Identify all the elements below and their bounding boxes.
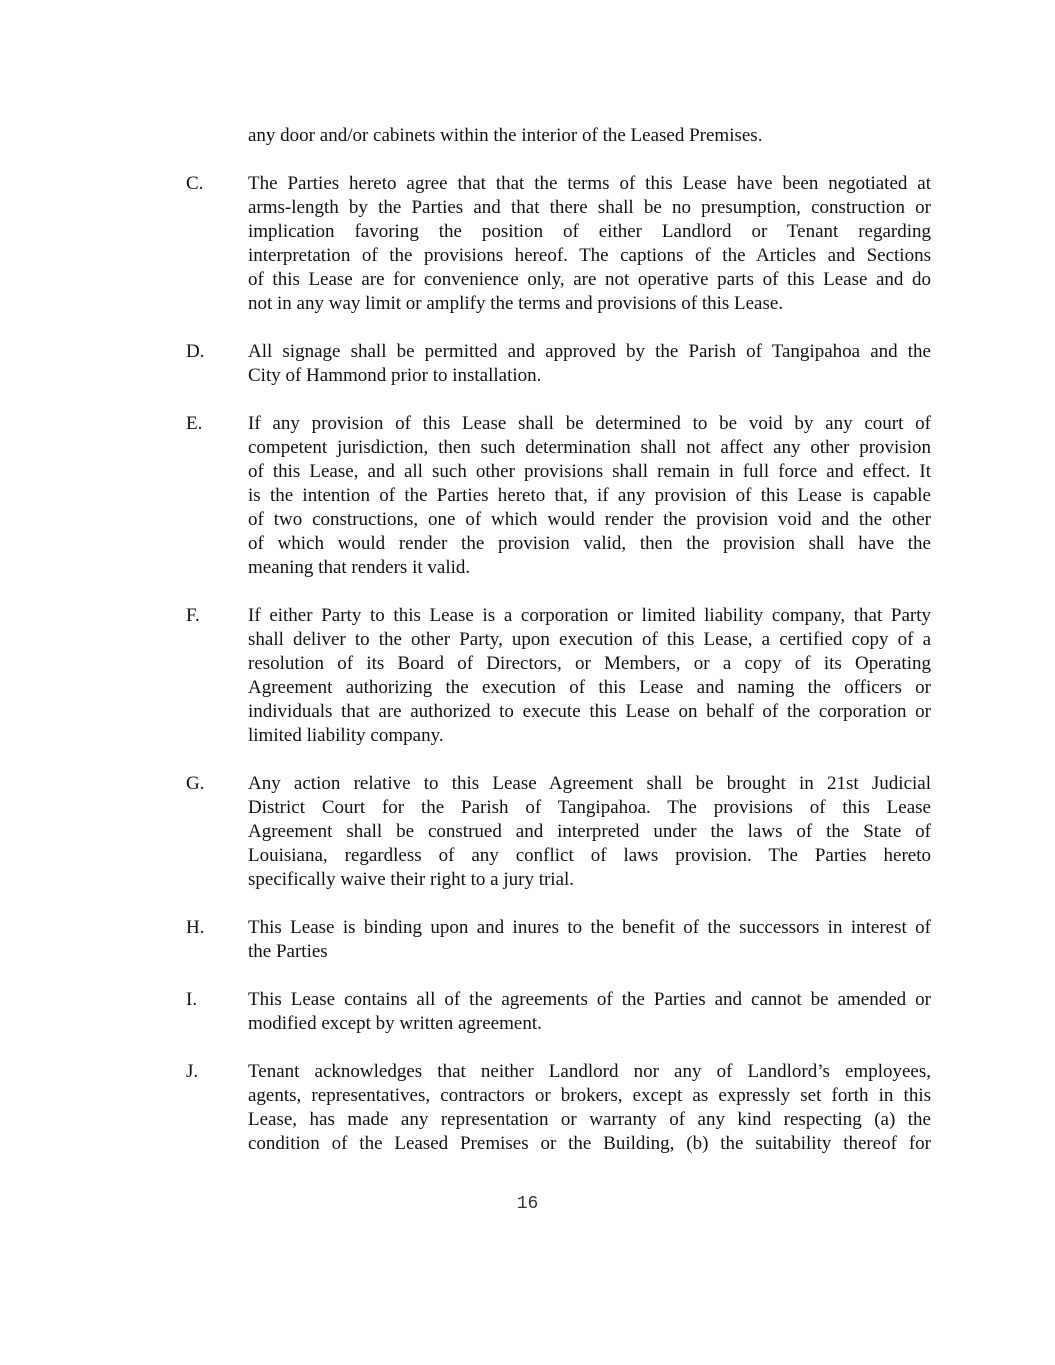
text-line: of which would render the provision valid, then the provision shall have the: [248, 533, 931, 554]
paragraph-label: E.: [186, 413, 203, 434]
text-line: Agreement authorizing the execution of this Lease and naming the officers or: [248, 677, 931, 698]
text-line: Agreement shall be construed and interpreted under the laws of the State of: [248, 821, 931, 842]
text-line: competent jurisdiction, then such determination shall not affect any other provision: [248, 437, 931, 458]
text-line: limited liability company.: [248, 725, 444, 746]
text-line: All signage shall be permitted and approved by the Parish of Tangipahoa and the: [248, 341, 931, 362]
paragraph-f: [0, 604, 1055, 748]
text-line: This Lease is binding upon and inures to the benefit of the successors in interest of: [248, 917, 931, 938]
text-line: agents, representatives, contractors or brokers, except as expressly set forth in this: [248, 1085, 931, 1106]
text-line: individuals that are authorized to execute this Lease on behalf of the corporation or: [248, 701, 931, 722]
text-line: The Parties hereto agree that that the terms of this Lease have been negotiated at: [248, 173, 931, 194]
text-line: If any provision of this Lease shall be determined to be void by any court of: [248, 413, 931, 434]
text-line: If either Party to this Lease is a corporation or limited liability company, that Party: [248, 605, 931, 626]
document-body: [0, 124, 1055, 1180]
paragraph-label: H.: [186, 917, 205, 938]
text-line: Tenant acknowledges that neither Landlord nor any of Landlord’s employees,: [248, 1061, 931, 1082]
text-line: arms-length by the Parties and that there shall be no presumption, construction or: [248, 197, 931, 218]
text-line: implication favoring the position of either Landlord or Tenant regarding: [248, 221, 931, 242]
text-line: shall deliver to the other Party, upon execution of this Lease, a certified copy of a: [248, 629, 931, 650]
text-line: the Parties: [248, 941, 328, 962]
text-line: not in any way limit or amplify the terms and provisions of this Lease.: [248, 293, 784, 314]
text-line: of this Lease are for convenience only, are not operative parts of this Lease and do: [248, 269, 931, 290]
paragraph-continued: [0, 124, 1055, 148]
paragraph-j: [0, 1060, 1055, 1156]
paragraph-d: [0, 340, 1055, 388]
paragraph-label: I.: [186, 989, 198, 1010]
text-line: specifically waive their right to a jury trial.: [248, 869, 575, 890]
text-line: condition of the Leased Premises or the Building, (b) the suitability thereof for: [248, 1133, 931, 1154]
text-line: Louisiana, regardless of any conflict of laws provision. The Parties hereto: [248, 845, 931, 866]
text-line: Lease, has made any representation or warranty of any kind respecting (a) the: [248, 1109, 931, 1130]
text-line: City of Hammond prior to installation.: [248, 365, 542, 386]
paragraph-h: [0, 916, 1055, 964]
text-line: meaning that renders it valid.: [248, 557, 471, 578]
text-line: is the intention of the Parties hereto that, if any provision of this Lease is capable: [248, 485, 931, 506]
page-number: 16: [516, 1194, 539, 1214]
text-line: any door and/or cabinets within the interior of the Leased Premises.: [248, 125, 763, 146]
paragraph-label: D.: [186, 341, 205, 362]
text-line: of two constructions, one of which would render the provision void and the other: [248, 509, 931, 530]
paragraph-c: [0, 172, 1055, 316]
paragraph-e: [0, 412, 1055, 580]
text-line: modified except by written agreement.: [248, 1013, 542, 1034]
text-line: District Court for the Parish of Tangipahoa. The provisions of this Lease: [248, 797, 931, 818]
paragraph-i: [0, 988, 1055, 1036]
paragraph-label: F.: [186, 605, 200, 626]
text-line: interpretation of the provisions hereof. The captions of the Articles and Sections: [248, 245, 931, 266]
text-line: of this Lease, and all such other provisions shall remain in full force and effect. It: [248, 461, 931, 482]
paragraph-label: G.: [186, 773, 205, 794]
text-line: Any action relative to this Lease Agreement shall be brought in 21st Judicial: [248, 773, 931, 794]
text-line: resolution of its Board of Directors, or Members, or a copy of its Operating: [248, 653, 931, 674]
paragraph-label: J.: [186, 1061, 199, 1082]
paragraph-g: [0, 772, 1055, 892]
text-line: This Lease contains all of the agreements of the Parties and cannot be amended or: [248, 989, 931, 1010]
paragraph-label: C.: [186, 173, 204, 194]
